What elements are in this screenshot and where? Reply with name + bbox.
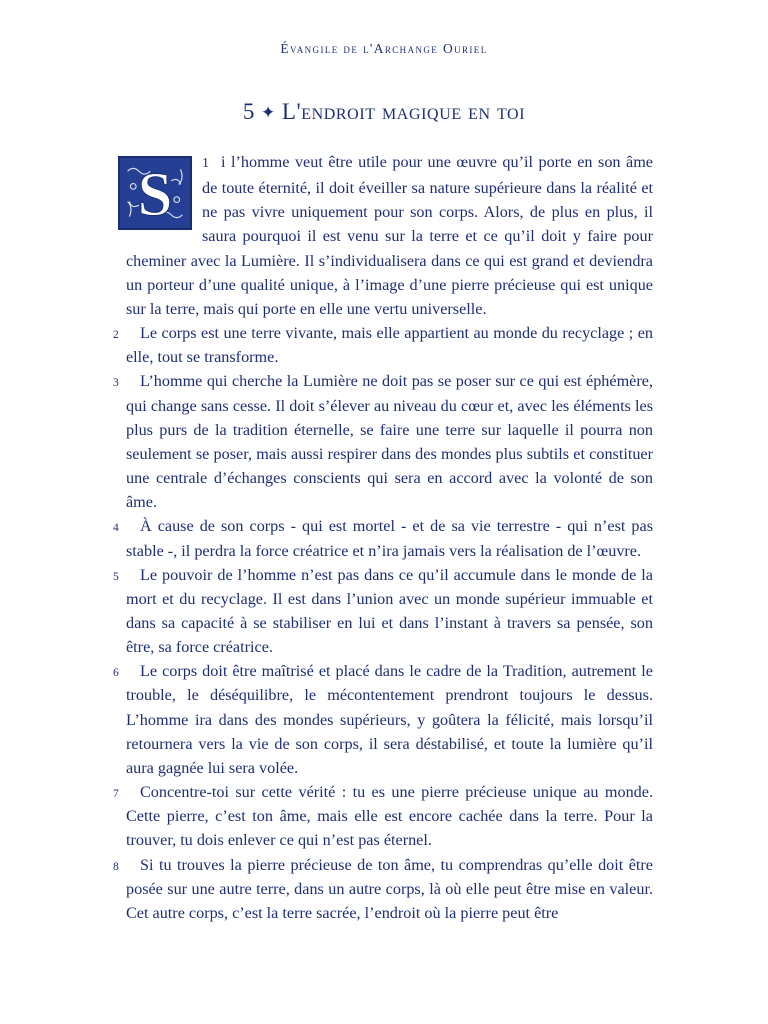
verse-text: L’homme qui cherche la Lumière ne doit pas se poser sur ce qui est éphémère, qui change sans cesse. Il doit s’élever au niveau du cœur et, avec les éléments les plus purs de la tradition éternelle, se faire une terre sur laquelle il pourra non seulement se poser, mais aussi respirer dans des mondes plus subtils et constituer une centrale d’échanges conscients qui sera en accord avec la volonté de son âme.	[126, 372, 653, 512]
verse-number: 1	[202, 156, 209, 171]
verse-text: Le corps est une terre vivante, mais elle appartient au monde du recyclage ; en elle, tout se transforme.	[126, 324, 653, 367]
running-head: Évangile de l'Archange Ouriel	[280, 41, 488, 56]
verse-text: À cause de son corps - qui est mortel - et de sa vie terrestre - qui n’est pas stable -, il perdra la force créatrice et n’ira jamais vers la réalisation de l’œuvre.	[126, 517, 653, 560]
verse-number: 3	[113, 377, 119, 390]
verse-3	[113, 369, 653, 514]
verse-6	[113, 659, 653, 780]
star-ornament-icon: ✦	[260, 103, 276, 122]
verse-5	[113, 563, 653, 660]
verse-7	[113, 780, 653, 852]
verse-text: i l’homme veut être utile pour une œuvre qu’il porte en son âme de toute éternité, il doit éveiller sa nature supérieure dans la réalité et ne pas vivre uniquement pour son corps. Alors, de plus en plus, il saura pourquoi il est venu sur la terre et ce qu’il doit y faire pour cheminer avec la Lumière. Il s’individualisera dans ce qui est grand et deviendra un porteur d’une qualité unique, à l’image d’une pierre précieuse qui est unique sur la terre, mais qui porte en elle une vertu universelle.	[126, 153, 653, 318]
verse-number: 6	[113, 667, 119, 680]
dropcap-ornament	[120, 158, 190, 228]
verse-number: 2	[113, 329, 119, 342]
verse-number: 4	[113, 522, 119, 535]
chapter-title	[0, 99, 768, 125]
verse-text: Concentre-toi sur cette vérité : tu es une pierre précieuse unique au monde. Cette pierre, c’est ton âme, mais elle est encore cachée dans la terre. Pour la trouver, tu dois enlever ce qui n’est pas éternel.	[126, 783, 653, 850]
ornamental-dropcap-icon	[118, 156, 192, 230]
chapter-number: 5	[242, 99, 255, 124]
body-text	[113, 150, 653, 925]
verse-text: Le pouvoir de l’homme n’est pas dans ce qu’il accumule dans le monde de la mort et du recyclage. Il est dans l’union avec un monde supérieur immuable et dans sa capacité à se stabiliser en lui et dans l’instant à travers sa pensée, son être, sa force créatrice.	[126, 565, 653, 657]
verse-text: Si tu trouves la pierre précieuse de ton âme, tu comprendras qu’elle doit être posée sur une autre terre, dans un autre corps, là où elle peut être mise en valeur. Cet autre corps, c’est la terre sacrée, l’endroit où la pierre peut être	[126, 855, 653, 922]
verse-8	[113, 853, 653, 925]
verse-text: Le corps doit être maîtrisé et placé dans le cadre de la Tradition, autrement le trouble, le déséquilibre, le mécontentement prendront toujours le dessus. L’homme ira dans des mondes supérieurs, y goûtera la félicité, mais lorsqu’il retournera vers la vie de son corps, il sera déstabilisé, et toute la lumière qu’il aura gagnée lui sera volée.	[126, 662, 653, 777]
chapter-title-text: L'endroit magique en toi	[281, 99, 526, 124]
verse-4	[113, 514, 653, 562]
verse-1	[126, 150, 653, 321]
verse-2	[113, 321, 653, 369]
verse-number: 8	[113, 860, 119, 873]
verse-number: 7	[113, 788, 119, 801]
verse-number: 5	[113, 570, 119, 583]
dropcap-letter: S	[137, 158, 173, 228]
